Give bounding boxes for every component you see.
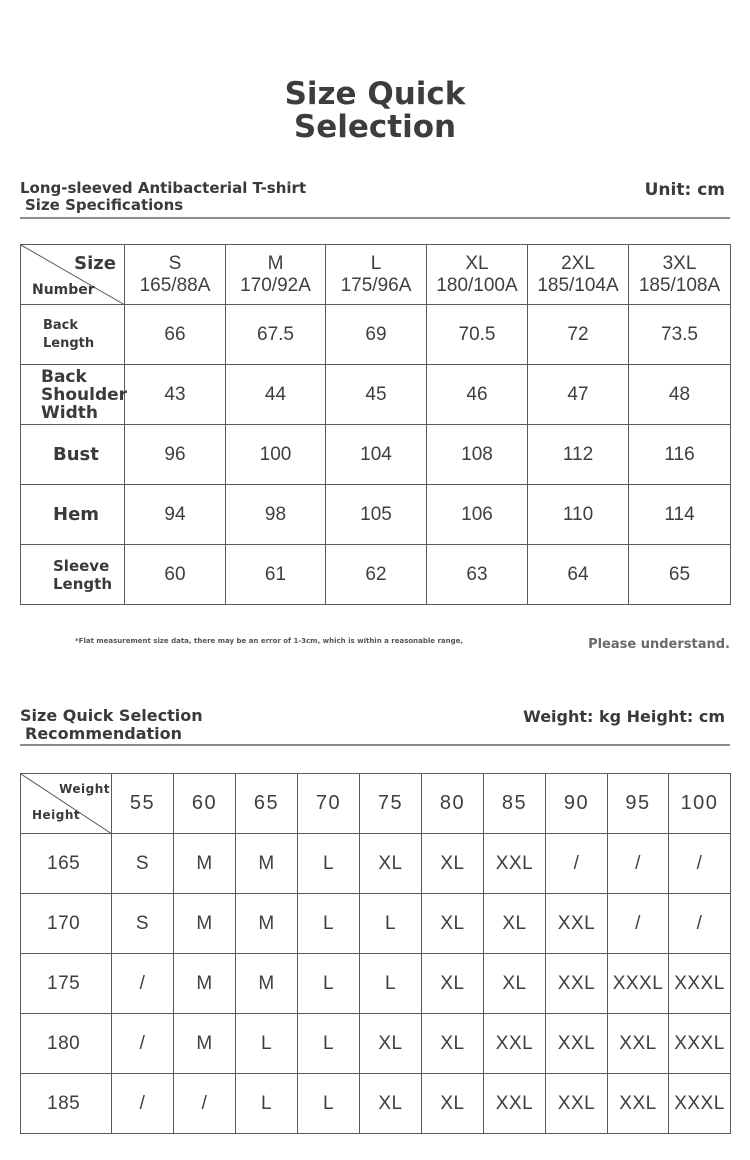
size-cell: XL <box>422 1014 484 1074</box>
size-header-cell <box>528 245 629 305</box>
value-cell: 114 <box>629 485 731 545</box>
value-cell: 104 <box>326 425 427 485</box>
spec-section-header <box>20 180 730 216</box>
size-name: S <box>168 252 182 274</box>
spec-divider <box>20 217 730 219</box>
size-cell: / <box>608 834 669 894</box>
size-cell: XXL <box>608 1074 669 1134</box>
size-cell: XXL <box>484 1074 546 1134</box>
size-cell: XL <box>484 894 546 954</box>
size-cell: M <box>236 954 298 1014</box>
value-cell: 45 <box>326 365 427 425</box>
size-cell: XXXL <box>669 954 731 1014</box>
value-cell: 100 <box>226 425 326 485</box>
size-cell: L <box>236 1074 298 1134</box>
size-cell: M <box>236 834 298 894</box>
page-title-line2: Selection <box>293 109 457 145</box>
page-title <box>0 78 750 144</box>
size-header-cell <box>629 245 731 305</box>
size-code: 170/92A <box>240 274 311 296</box>
height-cell: 170 <box>21 894 112 954</box>
spec-title-line1: Long-sleeved Antibacterial T-shirt <box>20 179 307 197</box>
row-label: Bust <box>21 425 125 485</box>
measurement-note-end: Please understand. <box>588 637 730 652</box>
size-cell: / <box>608 894 669 954</box>
size-header-cell <box>326 245 427 305</box>
row-label: Back Shoulder Width <box>21 365 125 425</box>
corner-label-size: Size <box>74 253 116 274</box>
size-cell: XL <box>360 1074 422 1134</box>
size-code: 175/96A <box>340 274 412 296</box>
size-cell: M <box>174 894 236 954</box>
size-cell: L <box>360 894 422 954</box>
value-cell: 94 <box>125 485 226 545</box>
size-cell: M <box>236 894 298 954</box>
size-spec-table <box>20 244 731 605</box>
table-header-row <box>21 245 731 305</box>
size-cell: M <box>174 834 236 894</box>
size-cell: XL <box>360 834 422 894</box>
table-row <box>21 365 731 425</box>
measurement-note: *Flat measurement size data, there may be an error of 1-3cm, which is within a reasonable range, <box>75 637 464 645</box>
value-cell: 112 <box>528 425 629 485</box>
weight-header-cell: 60 <box>174 774 236 834</box>
value-cell: 61 <box>226 545 326 605</box>
rec-corner-cell <box>21 774 112 834</box>
weight-header-cell: 55 <box>112 774 174 834</box>
size-code: 185/108A <box>638 274 721 296</box>
size-name: L <box>370 252 382 274</box>
size-code: 180/100A <box>436 274 518 296</box>
size-cell: L <box>298 834 360 894</box>
value-cell: 98 <box>226 485 326 545</box>
value-cell: 116 <box>629 425 731 485</box>
value-cell: 69 <box>326 305 427 365</box>
spec-unit: Unit: cm <box>644 180 725 200</box>
table-row <box>21 834 731 894</box>
weight-header-cell: 65 <box>236 774 298 834</box>
size-cell: / <box>669 834 731 894</box>
size-cell: / <box>112 1074 174 1134</box>
size-cell: XL <box>484 954 546 1014</box>
table-header-row <box>21 774 731 834</box>
weight-header-cell: 100 <box>669 774 731 834</box>
size-cell: XXL <box>484 834 546 894</box>
value-cell: 73.5 <box>629 305 731 365</box>
size-name: 3XL <box>662 252 697 274</box>
spec-title-line2: Size Specifications <box>25 196 184 214</box>
size-header-cell <box>226 245 326 305</box>
table-row <box>21 954 731 1014</box>
value-cell: 63 <box>427 545 528 605</box>
size-code: 165/88A <box>139 274 211 296</box>
size-cell: XXL <box>484 1014 546 1074</box>
size-cell: XXL <box>546 894 608 954</box>
weight-header-cell: 70 <box>298 774 360 834</box>
size-cell: M <box>174 954 236 1014</box>
size-cell: / <box>546 834 608 894</box>
value-cell: 62 <box>326 545 427 605</box>
value-cell: 110 <box>528 485 629 545</box>
size-cell: XXL <box>546 1014 608 1074</box>
value-cell: 108 <box>427 425 528 485</box>
size-header-cell <box>427 245 528 305</box>
corner-label-number: Number <box>32 282 95 298</box>
table-row <box>21 545 731 605</box>
size-cell: XXXL <box>669 1014 731 1074</box>
size-cell: XXXL <box>608 954 669 1014</box>
size-cell: XL <box>360 1014 422 1074</box>
weight-header-cell: 95 <box>608 774 669 834</box>
value-cell: 72 <box>528 305 629 365</box>
size-cell: S <box>112 834 174 894</box>
height-cell: 175 <box>21 954 112 1014</box>
page-title-line1: Size Quick <box>284 76 466 112</box>
size-cell: XL <box>422 834 484 894</box>
size-header-cell <box>125 245 226 305</box>
size-name: M <box>267 252 284 274</box>
table-row <box>21 305 731 365</box>
table-row <box>21 1074 731 1134</box>
value-cell: 105 <box>326 485 427 545</box>
value-cell: 44 <box>226 365 326 425</box>
size-cell: XL <box>422 1074 484 1134</box>
value-cell: 46 <box>427 365 528 425</box>
size-name: XL <box>465 252 489 274</box>
size-corner-cell <box>21 245 125 305</box>
value-cell: 43 <box>125 365 226 425</box>
size-cell: / <box>174 1074 236 1134</box>
value-cell: 66 <box>125 305 226 365</box>
size-cell: XL <box>422 894 484 954</box>
row-label: Hem <box>21 485 125 545</box>
size-cell: L <box>298 954 360 1014</box>
corner-label-weight: Weight <box>59 782 110 796</box>
size-code: 185/104A <box>537 274 619 296</box>
rec-title-line1: Size Quick Selection <box>20 706 203 725</box>
size-cell: XXL <box>608 1014 669 1074</box>
value-cell: 60 <box>125 545 226 605</box>
size-cell: S <box>112 894 174 954</box>
weight-header-cell: 80 <box>422 774 484 834</box>
rec-section-header <box>20 707 730 743</box>
size-cell: L <box>360 954 422 1014</box>
value-cell: 48 <box>629 365 731 425</box>
table-row <box>21 894 731 954</box>
height-cell: 165 <box>21 834 112 894</box>
size-cell: XL <box>422 954 484 1014</box>
table-row <box>21 1014 731 1074</box>
rec-divider <box>20 744 730 746</box>
size-cell: L <box>298 1074 360 1134</box>
size-cell: L <box>298 1014 360 1074</box>
size-cell: / <box>112 954 174 1014</box>
size-cell: L <box>236 1014 298 1074</box>
corner-label-height: Height <box>32 808 81 822</box>
rec-title-line2: Recommendation <box>25 724 182 743</box>
height-cell: 180 <box>21 1014 112 1074</box>
value-cell: 47 <box>528 365 629 425</box>
height-cell: 185 <box>21 1074 112 1134</box>
value-cell: 96 <box>125 425 226 485</box>
value-cell: 65 <box>629 545 731 605</box>
size-cell: XXXL <box>669 1074 731 1134</box>
size-cell: / <box>669 894 731 954</box>
value-cell: 70.5 <box>427 305 528 365</box>
value-cell: 64 <box>528 545 629 605</box>
size-cell: L <box>298 894 360 954</box>
size-recommendation-table <box>20 773 731 1134</box>
weight-header-cell: 90 <box>546 774 608 834</box>
size-name: 2XL <box>561 252 595 274</box>
size-cell: XXL <box>546 1074 608 1134</box>
size-cell: M <box>174 1014 236 1074</box>
row-label: Sleeve Length <box>21 545 125 605</box>
row-label: Back Length <box>21 305 125 365</box>
table-row <box>21 425 731 485</box>
size-cell: / <box>112 1014 174 1074</box>
rec-unit: Weight: kg Height: cm <box>523 707 725 726</box>
value-cell: 106 <box>427 485 528 545</box>
table-row <box>21 485 731 545</box>
weight-header-cell: 85 <box>484 774 546 834</box>
weight-header-cell: 75 <box>360 774 422 834</box>
value-cell: 67.5 <box>226 305 326 365</box>
size-cell: XXL <box>546 954 608 1014</box>
